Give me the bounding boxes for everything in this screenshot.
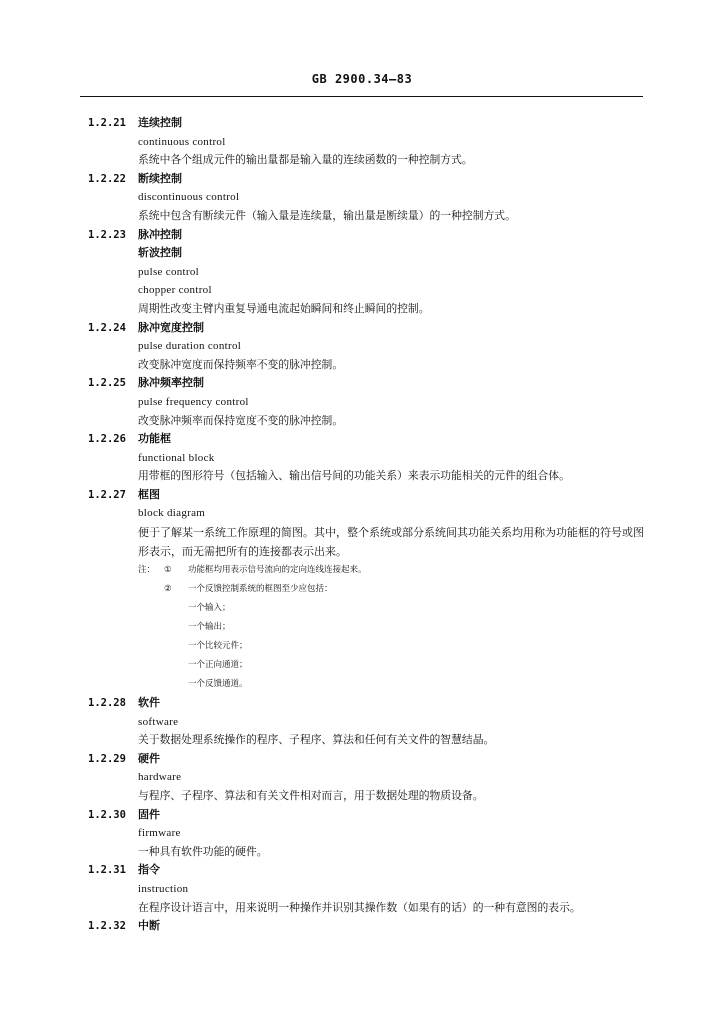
term-zh: 功能框 <box>138 432 171 446</box>
definition: 改变脉冲宽度而保持频率不变的脉冲控制。 <box>138 357 344 371</box>
entry-1-2-24 <box>88 319 648 375</box>
term-zh-synonym: 斩波控制 <box>138 246 182 260</box>
term-en: software <box>138 715 179 728</box>
entry-1-2-21 <box>88 114 648 170</box>
note-sublist-item: 一个输入； <box>188 603 231 614</box>
note-item <box>138 561 648 580</box>
definition: 改变脉冲频率而保持宽度不变的脉冲控制。 <box>138 413 344 427</box>
term-en: instruction <box>138 883 189 895</box>
term-en: continuous control <box>138 135 226 148</box>
term-en-synonym: chopper control <box>138 284 212 297</box>
definition: 与程序、子程序、算法和有关文件相对而言，用于数据处理的物质设备。 <box>138 789 484 803</box>
term-en: discontinuous control <box>138 191 240 204</box>
document-body <box>88 114 648 936</box>
term-zh: 脉冲频率控制 <box>138 376 204 390</box>
entry-number: 1.2.30 <box>88 808 126 821</box>
term-en: pulse duration control <box>138 340 242 353</box>
entry-1-2-28 <box>88 694 648 750</box>
entry-number: 1.2.24 <box>88 321 126 334</box>
term-zh: 硬件 <box>138 751 160 765</box>
entry-1-2-32 <box>88 917 648 936</box>
entry-number: 1.2.22 <box>88 172 126 185</box>
entry-1-2-22 <box>88 170 648 226</box>
note-sublist-item: 一个比较元件； <box>188 641 248 652</box>
note-text: 功能框均用表示信号流向的定向连线连接起来。 <box>188 565 367 576</box>
entry-number: 1.2.28 <box>88 697 126 710</box>
definition: 在程序设计语言中，用来说明一种操作并识别其操作数（如果有的话）的一种有意图的表示。 <box>138 900 581 914</box>
entry-number: 1.2.27 <box>88 488 126 501</box>
term-zh: 脉冲控制 <box>138 227 182 241</box>
entry-number: 1.2.23 <box>88 228 126 241</box>
entry-number: 1.2.32 <box>88 920 126 933</box>
definition: 周期性改变主臂内重复导通电流起始瞬间和终止瞬间的控制。 <box>138 301 430 315</box>
note-label: 注： <box>138 565 156 576</box>
term-en: block diagram <box>138 507 206 520</box>
term-zh: 固件 <box>138 807 160 821</box>
entry-number: 1.2.26 <box>88 433 126 446</box>
term-en: firmware <box>138 827 181 840</box>
term-zh: 脉冲宽度控制 <box>138 320 204 334</box>
term-zh: 框图 <box>138 487 160 501</box>
note-sublist-item: 一个反馈通道。 <box>188 679 248 690</box>
term-en: hardware <box>138 771 182 784</box>
term-zh: 连续控制 <box>138 116 182 129</box>
definition: 关于数据处理系统操作的程序、子程序、算法和任何有关文件的智慧结晶。 <box>138 733 495 747</box>
entry-number: 1.2.25 <box>88 377 126 390</box>
notes-block <box>138 561 648 694</box>
term-zh: 中断 <box>138 919 160 933</box>
term-zh: 软件 <box>138 696 160 710</box>
header-rule <box>80 96 643 97</box>
note-sublist <box>188 599 648 694</box>
entry-1-2-29 <box>88 750 648 806</box>
entry-1-2-27 <box>88 486 648 694</box>
definition: 便于了解某一系统工作原理的简图。其中，整个系统或部分系统间其功能关系均用称为功能框的符号或图形表示，而无需把所有的连接都表示出来。 <box>138 526 644 559</box>
entry-1-2-26 <box>88 430 648 486</box>
note-marker: ① <box>164 565 172 576</box>
note-sublist-item: 一个正向通道； <box>188 660 248 671</box>
entry-1-2-23 <box>88 226 648 319</box>
term-en: pulse frequency control <box>138 395 249 408</box>
entry-1-2-30 <box>88 806 648 862</box>
entry-1-2-31 <box>88 861 648 917</box>
term-zh: 指令 <box>138 863 160 877</box>
definition: 系统中包含有断续元件（输入量是连续量，输出量是断续量）的一种控制方式。 <box>138 208 516 222</box>
entry-number: 1.2.31 <box>88 864 126 877</box>
entry-number: 1.2.21 <box>88 117 126 129</box>
entry-number: 1.2.29 <box>88 752 126 765</box>
entry-1-2-25 <box>88 374 648 430</box>
term-en: pulse control <box>138 265 200 278</box>
term-en: functional block <box>138 451 215 464</box>
page-header: GB 2900.34—83 <box>311 72 413 86</box>
note-item <box>138 580 648 599</box>
note-marker: ② <box>164 584 172 595</box>
term-zh: 断续控制 <box>138 171 182 185</box>
note-text: 一个反馈控制系统的框图至少应包括： <box>188 584 333 595</box>
note-sublist-item: 一个输出； <box>188 622 231 633</box>
definition: 系统中各个组成元件的输出量都是输入量的连续函数的一种控制方式。 <box>138 153 473 167</box>
definition: 用带框的图形符号（包括输入、输出信号间的功能关系）来表示功能相关的元件的组合体。 <box>138 469 570 483</box>
definition: 一种具有软件功能的硬件。 <box>138 844 268 858</box>
